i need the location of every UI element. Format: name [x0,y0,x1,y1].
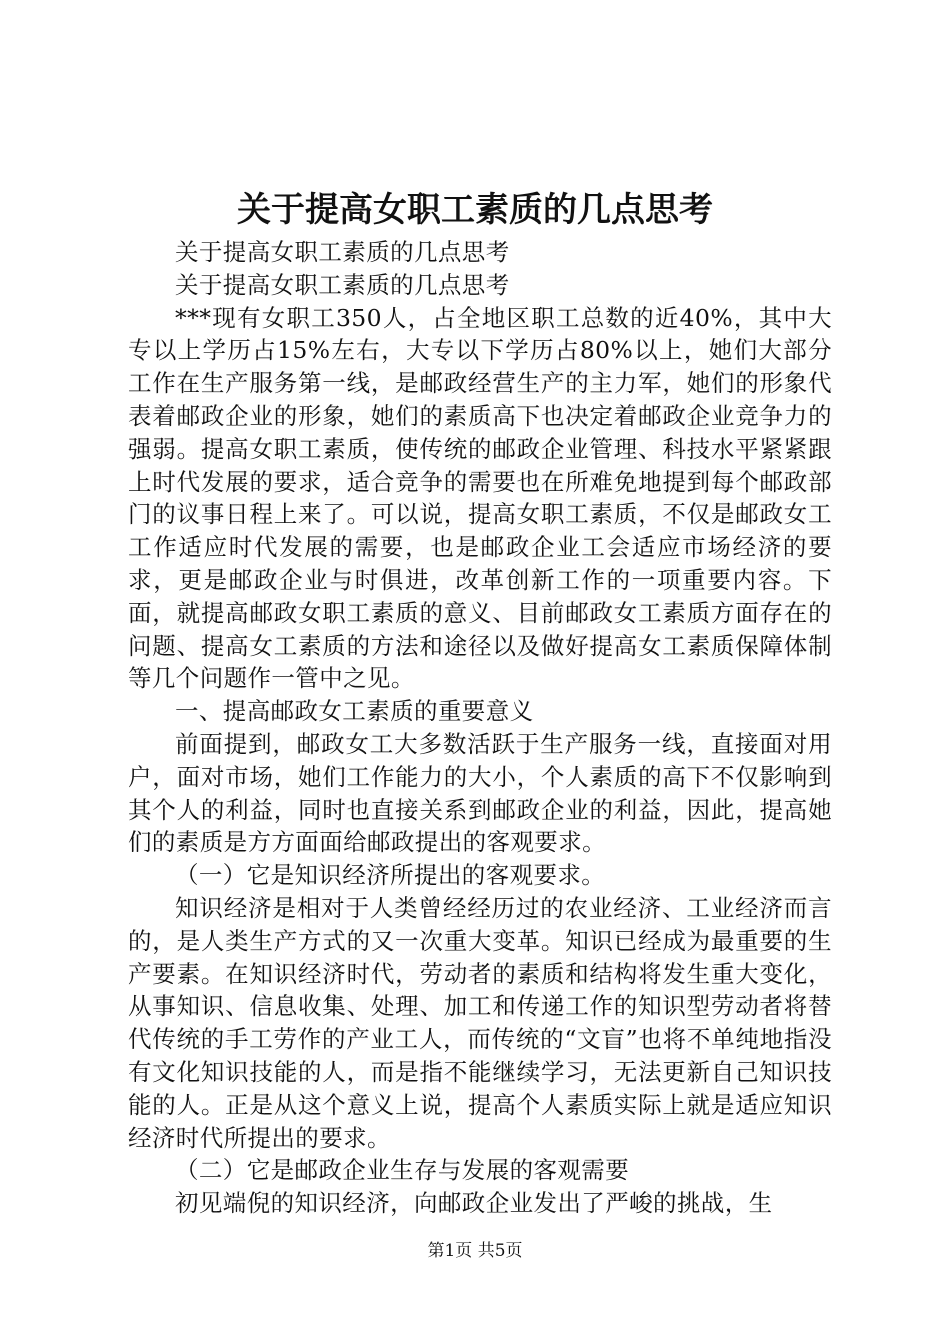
section-heading-1: 一、提高邮政女工素质的重要意义 [175,697,534,726]
subheading-1: （一）它是知识经济所提出的客观要求。 [175,861,606,890]
paragraph-section-1: 前面提到，邮政女工大多数活跃于生产服务一线，直接面对用户，面对市场，她们工作能力的大小，个人素质的高下不仅影响到其个人的利益，同时也直接关系到邮政企业的利益，因此，提高她们的素质是方方面面给邮政提出的客观要求。 [128,729,832,857]
subheading-2: （二）它是邮政企业生存与发展的客观需要 [175,1156,630,1185]
paragraph-knowledge-economy: 知识经济是相对于人类曾经经历过的农业经济、工业经济而言的，是人类生产方式的又一次重大变革。知识已经成为最重要的生产要素。在知识经济时代，劳动者的素质和结构将发生重大变化，从事知识、信息收集、处理、加工和传递工作的知识型劳动者将替代传统的手工劳作的产业工人，而传统的“文盲”也将不单纯地指没有文化知识技能的人，而是指不能继续学习，无法更新自己知识技能的人。正是从这个意义上说，提高个人素质实际上就是适应知识经济时代所提出的要求。 [128,893,832,1152]
paragraph-intro: ***现有女职工350人，占全地区职工总数的近40%，其中大专以上学历占15%左右，大专以下学历占80%以上，她们大部分工作在生产服务第一线，是邮政经营生产的主力军，她们的形象代表着邮政企业的形象，她们的素质高下也决定着邮政企业竞争力的强弱。提高女职工素质，使传统的邮政企业管理、科技水平紧紧跟上时代发展的要求，适合竞争的需要也在所难免地提到每个邮政部门的议事日程上来了。可以说，提高女职工素质，不仅是邮政女工工作适应时代发展的需要，也是邮政企业工会适应市场经济的要求，更是邮政企业与时俱进，改革创新工作的一项重要内容。下面，就提高邮政女职工素质的意义、目前邮政女工素质方面存在的问题、提高女工素质的方法和途径以及做好提高女工素质保障体制等几个问题作一管中之见。 [128,303,832,693]
paragraph-subtitle-2: 关于提高女职工素质的几点思考 [175,270,510,299]
paragraph-subtitle-1: 关于提高女职工素质的几点思考 [175,238,510,266]
page-footer: 第1页 共5页 [427,1241,523,1261]
document-body [128,236,832,1220]
document-title: 关于提高女职工素质的几点思考 [237,190,713,230]
paragraph-continued: 初见端倪的知识经济，向邮政企业发出了严峻的挑战，生 [175,1189,773,1218]
